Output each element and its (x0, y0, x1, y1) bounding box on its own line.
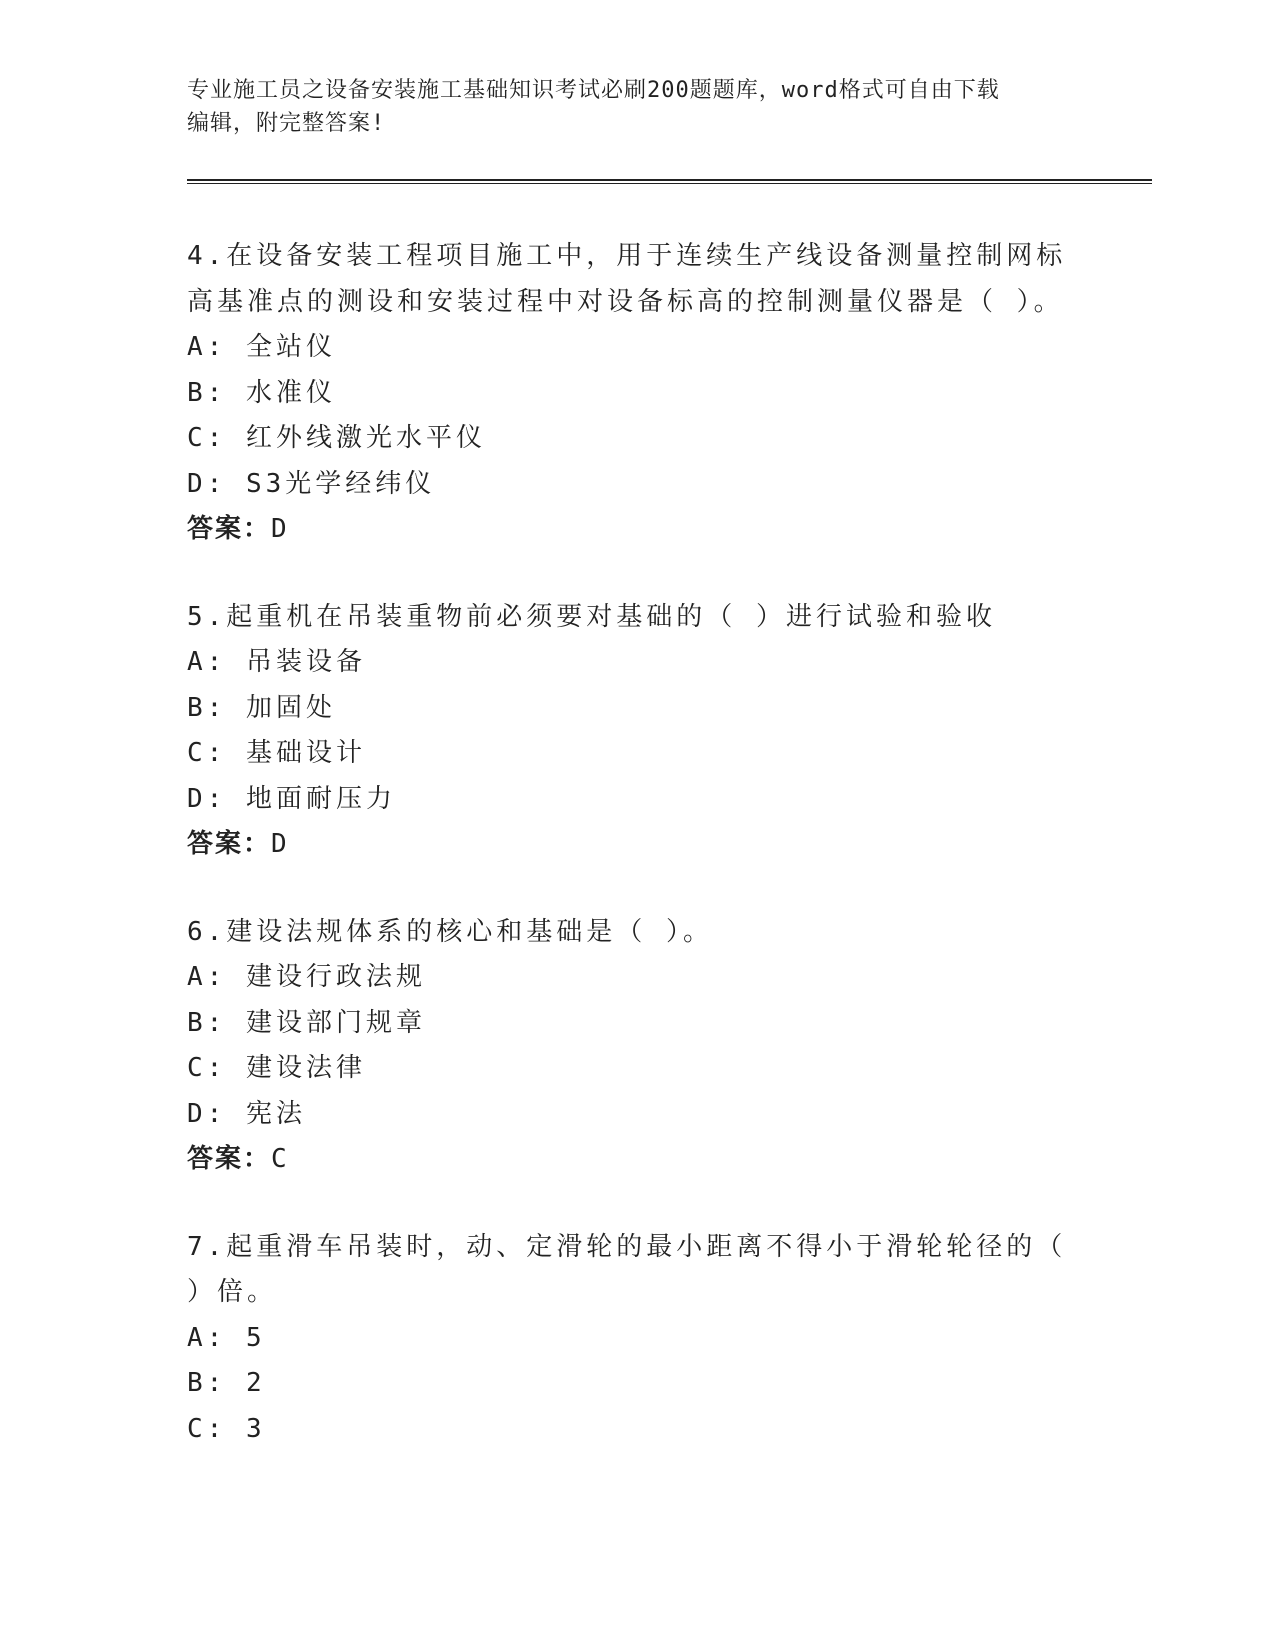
question-4 (187, 234, 1087, 553)
answer-label: 答案： (187, 514, 272, 544)
question-7 (187, 1225, 1087, 1453)
option-a: A: 全站仪 (187, 332, 336, 362)
question-list (187, 234, 1087, 1494)
document-header (187, 74, 1087, 140)
header-line-2: 编辑，附完整答案! (187, 111, 386, 136)
option-b: B: 水准仪 (187, 377, 336, 408)
answer (187, 1137, 1087, 1183)
option-b: B: 2 (187, 1368, 266, 1398)
question-6 (187, 910, 1087, 1183)
answer-label: 答案： (187, 1144, 272, 1174)
option-d: D: 宪法 (187, 1098, 306, 1129)
option-d: D: 地面耐压力 (187, 783, 396, 814)
question-text: 6.建设法规体系的核心和基础是（ ）。 (187, 916, 713, 947)
answer-value: D (271, 514, 288, 544)
answer-value: D (271, 829, 288, 859)
option-d: D: S3光学经纬仪 (187, 468, 436, 499)
question-5 (187, 595, 1087, 868)
option-b: B: 建设部门规章 (187, 1007, 426, 1038)
option-c: C: 建设法律 (187, 1053, 366, 1083)
option-a: A: 吊装设备 (187, 647, 366, 677)
question-text: 4.在设备安装工程项目施工中，用于连续生产线设备测量控制网标高基准点的测设和安装过程中对设备标高的控制测量仪器是（ ）。 (187, 241, 1067, 317)
option-c: C: 基础设计 (187, 738, 366, 768)
answer-label: 答案： (187, 829, 272, 859)
option-b: B: 加固处 (187, 692, 336, 723)
header-divider (187, 179, 1152, 184)
answer (187, 822, 1087, 868)
answer-value: C (271, 1144, 288, 1174)
question-text: 5.起重机在吊装重物前必须要对基础的（ ）进行试验和验收 (187, 601, 996, 632)
header-line-1: 专业施工员之设备安装施工基础知识考试必刷200题题库，word格式可自由下载 (187, 78, 1000, 103)
question-text: 7.起重滑车吊装时，动、定滑轮的最小距离不得小于滑轮轮径的（ ）倍。 (187, 1231, 1086, 1307)
option-c: C: 3 (187, 1413, 266, 1444)
option-a: A: 5 (187, 1322, 266, 1353)
answer (187, 507, 1087, 553)
option-a: A: 建设行政法规 (187, 962, 426, 992)
option-c: C: 红外线激光水平仪 (187, 423, 486, 453)
